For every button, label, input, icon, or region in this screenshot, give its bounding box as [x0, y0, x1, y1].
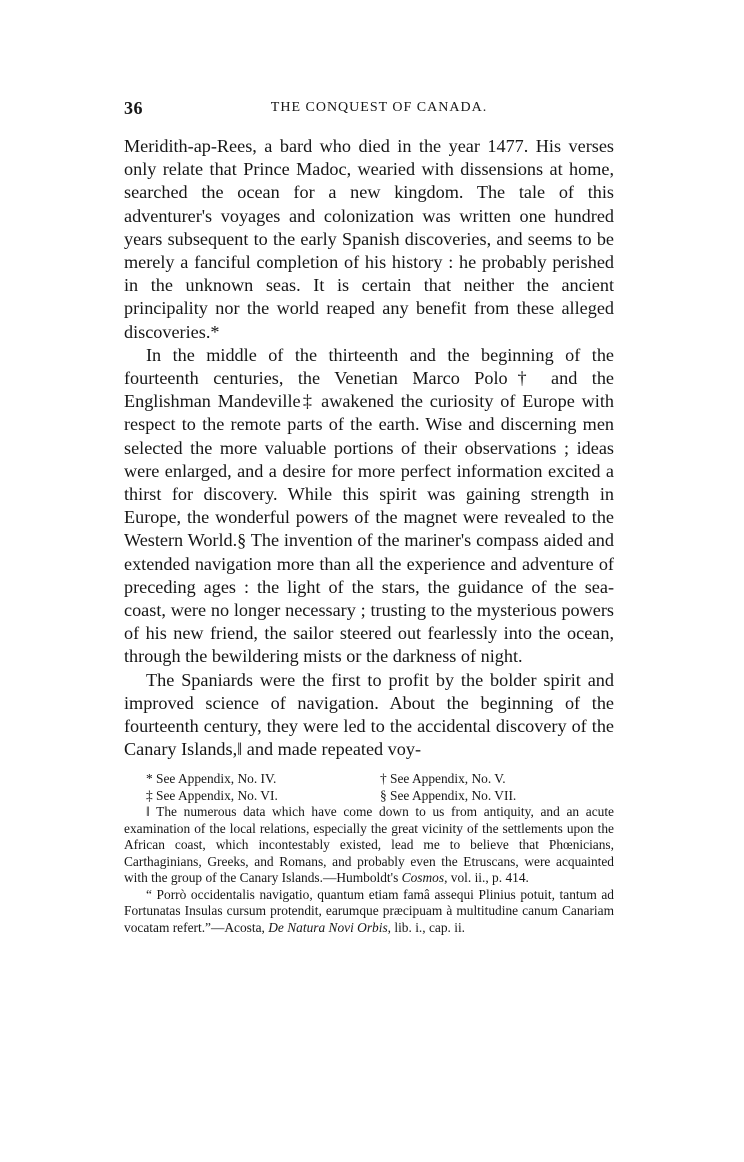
footnote-row [124, 771, 614, 788]
page-number: 36 [124, 98, 143, 118]
footnote-double-dagger: ‡ See Appendix, No. VI. [146, 787, 278, 803]
book-page [124, 98, 614, 936]
footnote-latin-text: “ Porrò occidentalis navigatio, quantum etiam famâ assequi Plinius potuit, tantum ad Fortunatas Insulas cursum protendit, earumque præcipuam à multitudine canum Canariam vocatam refert.”—Acosta, [124, 886, 614, 935]
paragraph-1: Meridith-ap-Rees, a bard who died in the year 1477. His verses only relate that Prince Madoc, wearied with dissensions at home, searched the ocean for a new kingdom. The tale of this adventurer's voyages and colonization was written one hundred years subsequent to the early Spanish discoveries, and seems to be merely a fanciful completion of his history : he probably perished in the unknown seas. It is certain that neither the ancient principality nor the world reaped any benefit from these alleged discoveries.* [124, 136, 614, 342]
footnote-star: * See Appendix, No. IV. [146, 771, 277, 787]
footnote-dagger: † See Appendix, No. V. [380, 771, 506, 787]
footnote-latin-work: De Natura Novi Orbis [268, 919, 388, 935]
paragraph-3: The Spaniards were the first to profit by the bolder spirit and improved science of navigation. About the beginning of the fourteenth century, they were led to the accidental discovery of the Canary Islands,‖ and made repeated voy- [124, 669, 614, 760]
footnote-parallel-ref: , vol. ii., p. 414. [444, 870, 529, 886]
footnote-latin-ref: , lib. i., cap. ii. [387, 919, 466, 935]
footnote-parallel-text: ‖ The numerous data which have come down to us from antiquity, and an acute examination of the local relations, especially the great vicinity of the settlements upon the African coast, which incontestably existed, lead me to believe that Phœnicians, Carthaginians, Greeks, and Romans, and probably even the Etruscans, were acquainted with the group of the Canary Islands.—Humboldt's [124, 804, 614, 886]
running-title: THE CONQUEST OF CANADA. [270, 100, 488, 115]
paragraph-2: In the middle of the thirteenth and the beginning of the fourteenth centuries, the Venetian Marco Polo† and the Englishman Mandeville‡ awakened the curiosity of Europe with respect to the remote parts of the earth. Wise and discerning men selected the more valuable portions of their observations ; ideas were enlarged, and a desire for more perfect information excited a thirst for discovery. While this spirit was gaining strength in Europe, the wonderful powers of the magnet were revealed to the Western World.§ The invention of the mariner's compass aided and extended navigation more than all the experience and adventure of preceding ages : the light of the stars, the guidance of the sea-coast, were no longer necessary ; trusting to the mysterious powers of his new friend, the sailor steered out fearlessly into the ocean, through the bewildering mists or the darkness of night. [124, 344, 614, 667]
main-text [124, 135, 614, 761]
page-header [124, 98, 614, 122]
footnote-section: § See Appendix, No. VII. [380, 787, 517, 803]
footnote-row [124, 788, 614, 805]
footnote-latin-quote [124, 887, 614, 937]
footnotes [124, 771, 614, 936]
footnote-parallel-work: Cosmos [401, 870, 445, 886]
footnote-parallel [124, 804, 614, 887]
